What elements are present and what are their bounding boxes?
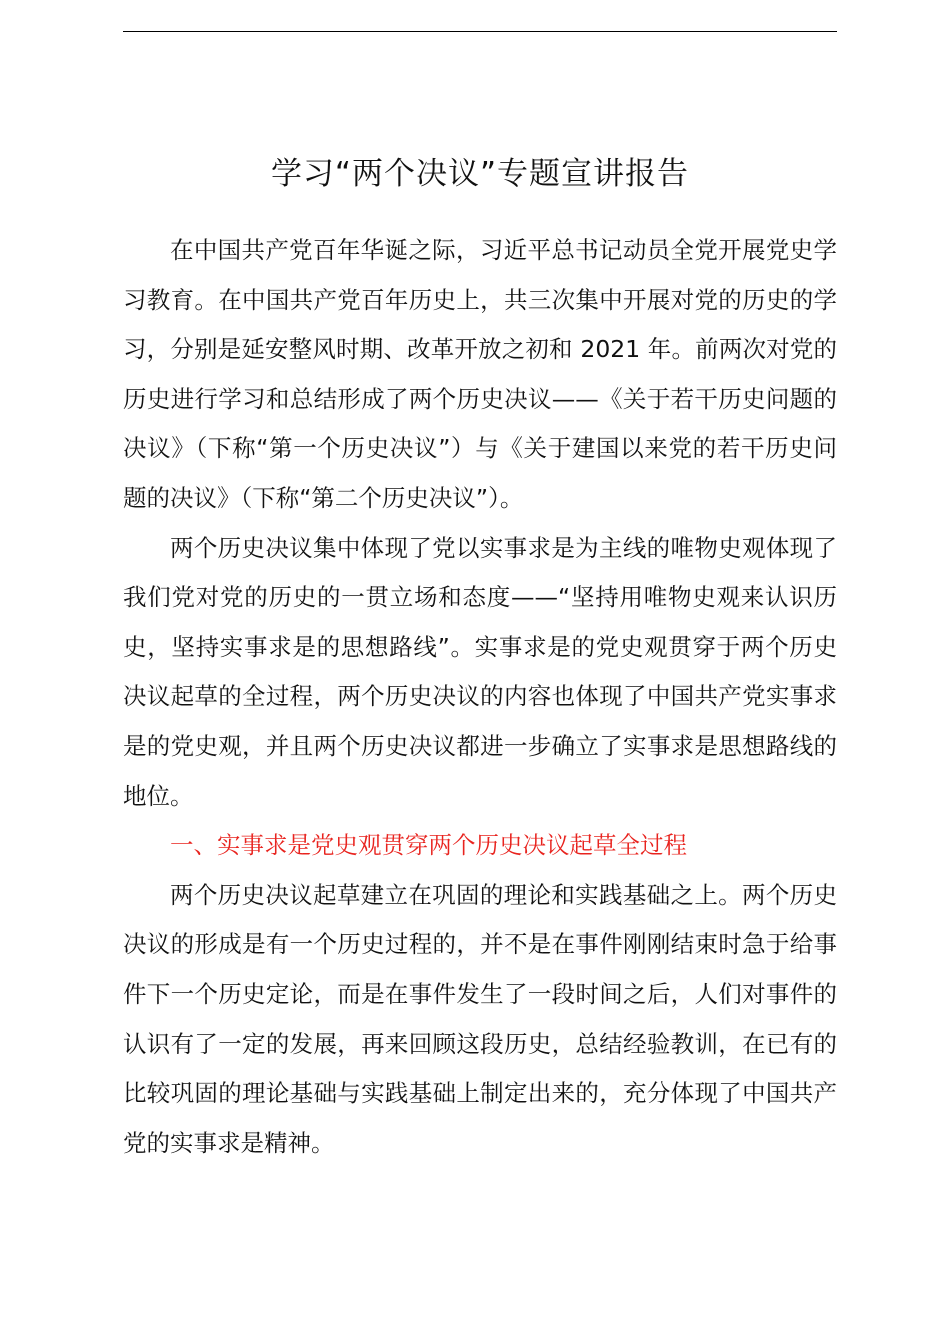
paragraph-intro: 在中国共产党百年华诞之际，习近平总书记动员全党开展党史学习教育。在中国共产党百年历史上，共三次集中开展对党的历史的学习，分别是延安整风时期、改革开放之初和 2021 年。前两次对党的历史进行学习和总结形成了两个历史决议——《关于若干历史问题的决议》（下称“第一个历史决议”）与《关于建国以来党的若干历史问题的决议》（下称“第二个历史决议”）。 [123, 236, 837, 512]
paragraph-materialism: 两个历史决议集中体现了党以实事求是为主线的唯物史观体现了我们党对党的历史的一贯立场和态度——“坚持用唯物史观来认识历史，坚持实事求是的思想路线”。实事求是的党史观贯穿于两个历史决议起草的全过程，两个历史决议的内容也体现了中国共产党实事求是的党史观，并且两个历史决议都进一步确立了实事求是思想路线的地位。 [123, 533, 837, 810]
document-body [123, 226, 837, 1168]
section-heading: 一、实事求是党史观贯穿两个历史决议起草全过程 [170, 831, 687, 860]
paragraph-drafting: 两个历史决议起草建立在巩固的理论和实践基础之上。两个历史决议的形成是有一个历史过程的，并不是在事件刚刚结束时急于给事件下一个历史定论，而是在事件发生了一段时间之后，人们对事件的认识有了一定的发展，再来回顾这段历史，总结经验教训，在已有的比较巩固的理论基础与实践基础上制定出来的，充分体现了中国共产党的实事求是精神。 [123, 880, 837, 1157]
header-rule [123, 31, 837, 32]
document-title: 学习“两个决议”专题宣讲报告 [270, 156, 690, 192]
